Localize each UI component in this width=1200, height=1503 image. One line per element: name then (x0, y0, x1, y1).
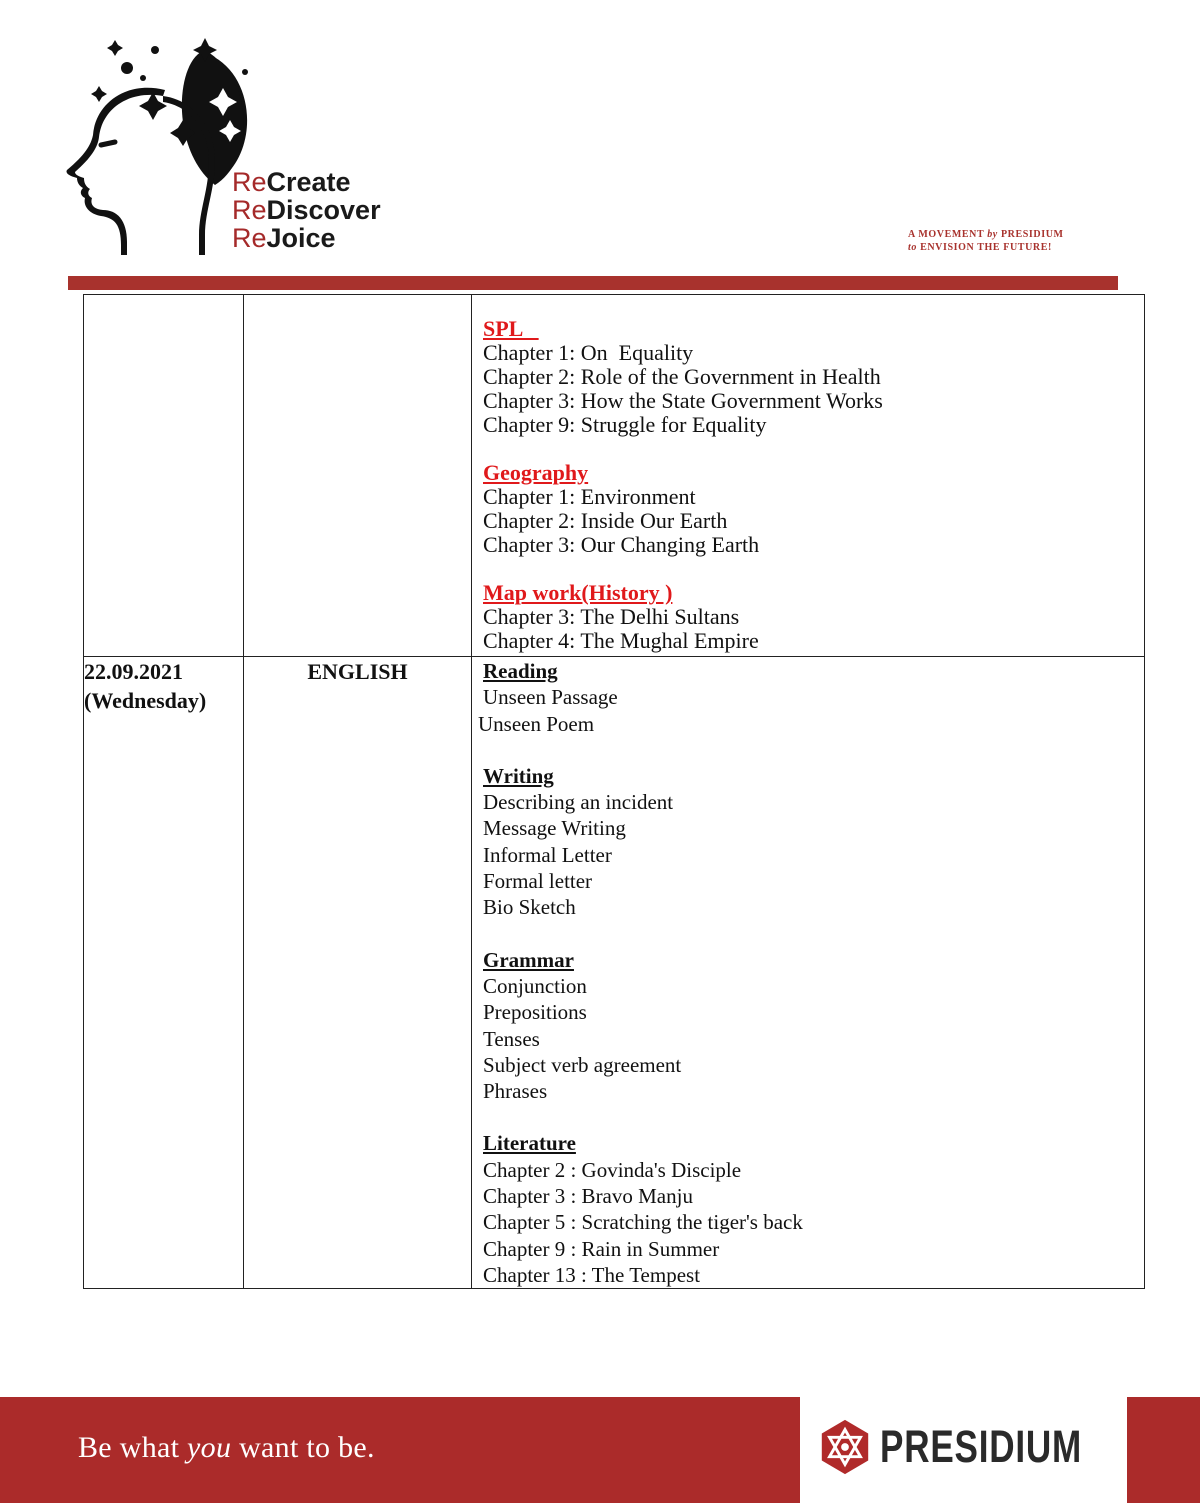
list-item: Chapter 9 : Rain in Summer (483, 1236, 720, 1261)
list-item: Describing an incident (483, 790, 674, 815)
list-item: Chapter 1: Environment (483, 484, 696, 509)
list-item: Chapter 2: Inside Our Earth (483, 508, 728, 533)
footer-slogan: Be what you want to be. (78, 1431, 375, 1464)
list-item: Bio Sketch (483, 895, 576, 920)
list-item: Unseen Poem (478, 711, 595, 736)
section-heading: SPL (483, 316, 539, 341)
list-item: Prepositions (483, 1000, 587, 1025)
date-cell: 22.09.2021 (Wednesday) (84, 657, 244, 1289)
header-divider-bar (68, 276, 1118, 290)
list-item: Chapter 9: Struggle for Equality (483, 412, 767, 437)
star-icon (91, 38, 248, 146)
section-heading: Literature (483, 1131, 576, 1156)
list-item: Phrases (483, 1079, 548, 1104)
list-item: Tenses (483, 1026, 540, 1051)
table-row (84, 295, 1145, 657)
date-cell (84, 295, 244, 657)
tagline (232, 168, 381, 252)
movement-text: A MOVEMENT by PRESIDIUM to ENVISION THE FUTURE! (908, 229, 1064, 253)
list-item: Chapter 2 : Govinda's Disciple (483, 1157, 742, 1182)
topics-cell (472, 657, 1145, 1289)
syllabus-table (83, 294, 1145, 1289)
list-item: Chapter 2: Role of the Government in Health (483, 364, 881, 389)
section-heading: Grammar (483, 947, 574, 972)
list-item: Chapter 3 : Bravo Manju (483, 1184, 693, 1209)
head-silhouette-logo (55, 20, 255, 260)
subject-cell: ENGLISH (244, 657, 472, 1289)
list-item: Message Writing (483, 816, 626, 841)
list-item: Formal letter (483, 869, 593, 894)
tagline-line: ReCreate (232, 167, 351, 197)
list-item: Chapter 3: How the State Government Works (483, 388, 883, 413)
presidium-star-icon (816, 1418, 874, 1476)
tagline-line: ReJoice (232, 223, 336, 253)
tagline-line: ReDiscover (232, 195, 381, 225)
section-heading: Map work(History ) (483, 580, 673, 605)
list-item: Chapter 3: The Delhi Sultans (483, 604, 740, 629)
list-item: Informal Letter (483, 842, 612, 867)
section-heading: Geography (483, 460, 589, 485)
presidium-logo (816, 1418, 1139, 1476)
list-item: Chapter 5 : Scratching the tiger's back (483, 1210, 803, 1235)
subject-cell (244, 295, 472, 657)
list-item: Chapter 3: Our Changing Earth (483, 532, 760, 557)
topics-cell (472, 295, 1145, 657)
table-row (84, 657, 1145, 1289)
list-item: Subject verb agreement (483, 1052, 682, 1077)
list-item: Chapter 4: The Mughal Empire (483, 628, 759, 653)
list-item: Conjunction (483, 973, 587, 998)
list-item: Unseen Passage (483, 685, 618, 710)
section-heading: Writing (483, 763, 554, 788)
brand-name: PRESIDIUM (880, 1421, 1083, 1472)
list-item: Chapter 1: On Equality (483, 340, 694, 365)
list-item: Chapter 13 : The Tempest (483, 1262, 701, 1287)
section-heading: Reading (483, 659, 558, 683)
